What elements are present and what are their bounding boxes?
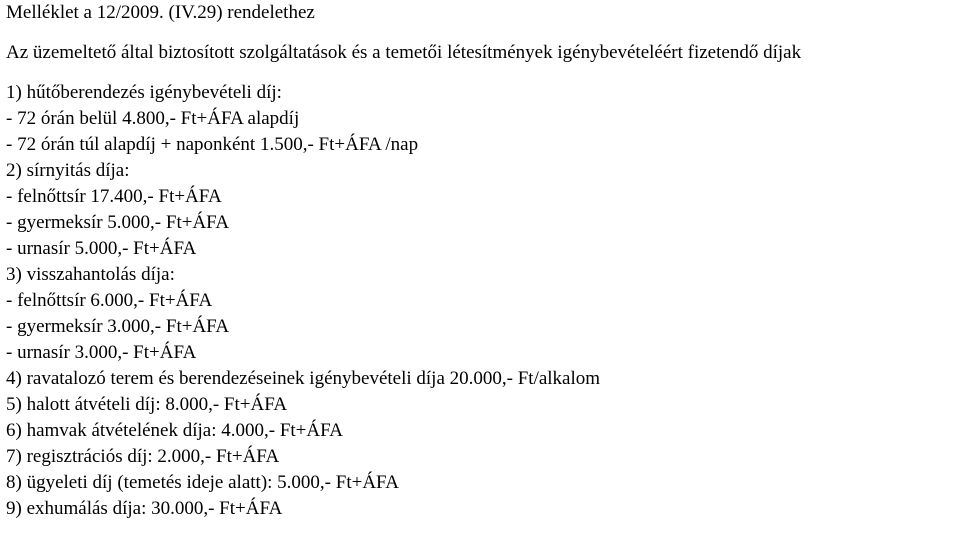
attachment-note: Melléklet a 12/2009. (IV.29) rendelethez [6, 2, 315, 23]
fee-item-3-line-2: - gyermeksír 3.000,- Ft+ÁFA [6, 316, 230, 337]
fee-item-9: 9) exhumálás díja: 30.000,- Ft+ÁFA [6, 498, 283, 519]
document-body [6, 0, 956, 522]
fee-item-3-line-1: - felnőttsír 6.000,- Ft+ÁFA [6, 290, 213, 311]
fee-item-3-heading: 3) visszahantolás díja: [6, 264, 175, 285]
fee-item-1-line-1: - 72 órán belül 4.800,- Ft+ÁFA alapdíj [6, 108, 300, 129]
fee-item-2-line-3: - urnasír 5.000,- Ft+ÁFA [6, 238, 197, 259]
fee-item-3-line-3: - urnasír 3.000,- Ft+ÁFA [6, 342, 197, 363]
fee-item-5: 5) halott átvételi díj: 8.000,- Ft+ÁFA [6, 394, 288, 415]
fee-item-4: 4) ravatalozó terem és berendezéseinek igénybevételi díja 20.000,- Ft/alkalom [6, 368, 601, 389]
fee-item-2-line-2: - gyermeksír 5.000,- Ft+ÁFA [6, 212, 230, 233]
fee-item-2-line-1: - felnőttsír 17.400,- Ft+ÁFA [6, 186, 222, 207]
document-title: Az üzemeltető által biztosított szolgáltatások és a temetői létesítmények igénybevételéért fizetendő díjak [6, 42, 802, 63]
fee-item-1-heading: 1) hűtőberendezés igénybevételi díj: [6, 82, 282, 103]
fee-item-2-heading: 2) sírnyitás díja: [6, 160, 130, 181]
spacer [6, 66, 956, 80]
fee-item-6: 6) hamvak átvételének díja: 4.000,- Ft+ÁFA [6, 420, 343, 441]
fee-item-1-line-2: - 72 órán túl alapdíj + naponként 1.500,- Ft+ÁFA /nap [6, 134, 419, 155]
fee-item-8: 8) ügyeleti díj (temetés ideje alatt): 5.000,- Ft+ÁFA [6, 472, 399, 493]
fee-item-7: 7) regisztrációs díj: 2.000,- Ft+ÁFA [6, 446, 280, 467]
spacer [6, 26, 956, 40]
